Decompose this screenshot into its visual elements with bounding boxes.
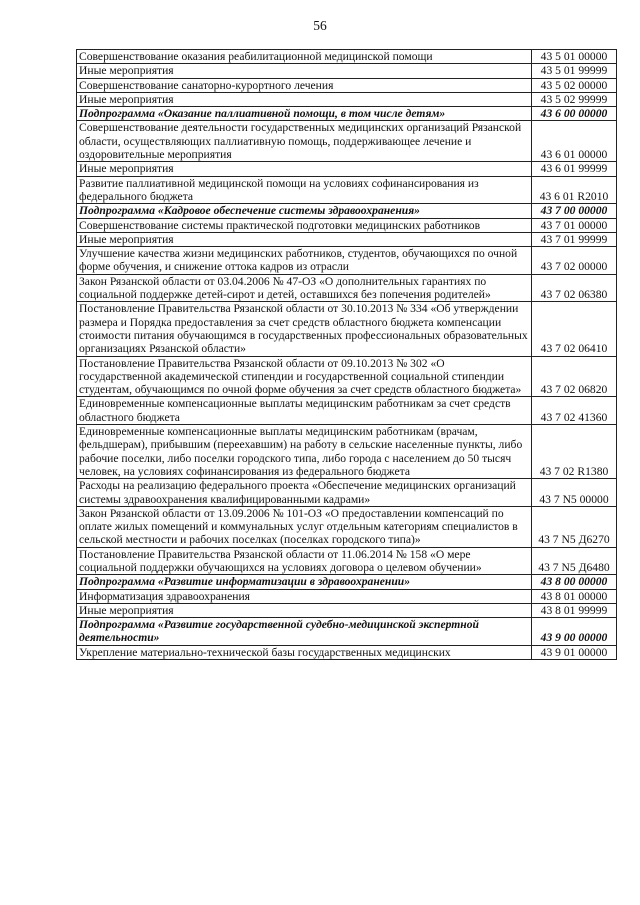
- subprogram-row: [77, 618, 617, 646]
- expense-name-cell: Подпрограмма «Развитие информатизации в здравоохранении»: [77, 575, 532, 589]
- classification-code-cell: 43 7 N5 Д6480: [532, 547, 617, 575]
- classification-code-cell: 43 6 01 00000: [532, 121, 617, 162]
- table-row: [77, 506, 617, 547]
- classification-code-cell: 43 5 02 99999: [532, 92, 617, 106]
- expense-name-cell: Улучшение качества жизни медицинских работников, студентов, обучающихся по очной форме обучения, и снижение оттока кадров из отрасли: [77, 247, 532, 275]
- table-row: [77, 397, 617, 425]
- expense-name-cell: Подпрограмма «Оказание паллиативной помощи, в том числе детям»: [77, 107, 532, 121]
- classification-code-cell: 43 7 02 00000: [532, 247, 617, 275]
- table-row: [77, 247, 617, 275]
- expense-name-cell: Единовременные компенсационные выплаты медицинским работникам (врачам, фельдшерам), прибывшим (переехавшим) на работу в сельские населенные пункты, либо рабочие поселки, либо поселки городского типа, либо города с населением до 50 тысяч человек, на условиях софинансирования из федерального бюджета: [77, 425, 532, 479]
- classification-code-cell: 43 7 01 99999: [532, 232, 617, 246]
- expense-name-cell: Совершенствование деятельности государственных медицинских организаций Рязанской области, осуществляющих паллиативную помощь, поддерживающее лечение и оздоровительные мероприятия: [77, 121, 532, 162]
- classification-code-cell: 43 6 00 00000: [532, 107, 617, 121]
- classification-code-cell: 43 8 01 00000: [532, 589, 617, 603]
- classification-code-cell: 43 8 00 00000: [532, 575, 617, 589]
- expense-name-cell: Развитие паллиативной медицинской помощи на условиях софинансирования из федерального бюджета: [77, 176, 532, 204]
- table-row: [77, 425, 617, 479]
- classification-code-cell: 43 7 00 00000: [532, 204, 617, 218]
- table-row: [77, 218, 617, 232]
- expense-name-cell: Иные мероприятия: [77, 64, 532, 78]
- classification-code-cell: 43 7 N5 00000: [532, 479, 617, 507]
- expense-name-cell: Постановление Правительства Рязанской области от 11.06.2014 № 158 «О мере социальной поддержки обучающихся на условиях договора о целевом обучении»: [77, 547, 532, 575]
- expense-name-cell: Информатизация здравоохранения: [77, 589, 532, 603]
- expense-name-cell: Совершенствование системы практической подготовки медицинских работников: [77, 218, 532, 232]
- subprogram-row: [77, 575, 617, 589]
- expense-name-cell: Иные мероприятия: [77, 603, 532, 617]
- classification-code-cell: 43 7 02 41360: [532, 397, 617, 425]
- table-row: [77, 64, 617, 78]
- expense-name-cell: Закон Рязанской области от 03.04.2006 № 47-ОЗ «О дополнительных гарантиях по социальной поддержке детей-сирот и детей, оставшихся без попечения родителей»: [77, 274, 532, 302]
- table-row: [77, 589, 617, 603]
- subprogram-row: [77, 107, 617, 121]
- classification-code-cell: 43 7 02 06820: [532, 356, 617, 397]
- classification-code-cell: 43 6 01 99999: [532, 162, 617, 176]
- expense-name-cell: Подпрограмма «Кадровое обеспечение системы здравоохранения»: [77, 204, 532, 218]
- table-row: [77, 162, 617, 176]
- expense-name-cell: Расходы на реализацию федерального проекта «Обеспечение медицинских организаций системы здравоохранения квалифицированными кадрами»: [77, 479, 532, 507]
- classification-code-cell: 43 7 01 00000: [532, 218, 617, 232]
- expense-name-cell: Иные мероприятия: [77, 162, 532, 176]
- expense-name-cell: Подпрограмма «Развитие государственной судебно-медицинской экспертной деятельности»: [77, 618, 532, 646]
- subprogram-row: [77, 204, 617, 218]
- table-row: [77, 603, 617, 617]
- expense-name-cell: Укрепление материально-технической базы государственных медицинских: [77, 645, 532, 659]
- table-row: [77, 274, 617, 302]
- expense-name-cell: Постановление Правительства Рязанской области от 09.10.2013 № 302 «О государственной академической стипендии и государственной социальной стипендии студентам, обучающимся по очной форме обучения за счет средств областного бюджета»: [77, 356, 532, 397]
- classification-code-cell: 43 9 00 00000: [532, 618, 617, 646]
- expense-name-cell: Совершенствование санаторно-курортного лечения: [77, 78, 532, 92]
- table-row: [77, 232, 617, 246]
- table-row: [77, 302, 617, 356]
- table-row: [77, 92, 617, 106]
- classification-code-cell: 43 8 01 99999: [532, 603, 617, 617]
- classification-code-cell: 43 5 01 00000: [532, 50, 617, 64]
- table-body: [77, 50, 617, 660]
- table-row: [77, 479, 617, 507]
- table-row: [77, 356, 617, 397]
- classification-code-cell: 43 7 02 06410: [532, 302, 617, 356]
- expense-name-cell: Закон Рязанской области от 13.09.2006 № 101-ОЗ «О предоставлении компенсаций по оплате жилых помещений и коммунальных услуг отдельным категориям специалистов в сельской местности и рабочих поселках (поселках городского типа)»: [77, 506, 532, 547]
- table-row: [77, 78, 617, 92]
- table-row: [77, 121, 617, 162]
- table-row: [77, 547, 617, 575]
- expense-name-cell: Единовременные компенсационные выплаты медицинским работникам за счет средств областного бюджета: [77, 397, 532, 425]
- table-row: [77, 50, 617, 64]
- classification-code-cell: 43 5 02 00000: [532, 78, 617, 92]
- classification-code-cell: 43 7 N5 Д6270: [532, 506, 617, 547]
- expense-name-cell: Иные мероприятия: [77, 232, 532, 246]
- classification-code-cell: 43 5 01 99999: [532, 64, 617, 78]
- classification-code-cell: 43 9 01 00000: [532, 645, 617, 659]
- classification-code-cell: 43 7 02 06380: [532, 274, 617, 302]
- table-row: [77, 176, 617, 204]
- classification-code-cell: 43 6 01 R2010: [532, 176, 617, 204]
- table-row: [77, 645, 617, 659]
- expense-name-cell: Иные мероприятия: [77, 92, 532, 106]
- page-number: 56: [313, 18, 327, 33]
- expense-name-cell: Постановление Правительства Рязанской области от 30.10.2013 № 334 «Об утверждении размера и Порядка предоставления за счет средств областного бюджета компенсации стоимости питания обучающимся в государственных профессиональных образовательных организациях Рязанской области»: [77, 302, 532, 356]
- expense-name-cell: Совершенствование оказания реабилитационной медицинской помощи: [77, 50, 532, 64]
- classification-code-cell: 43 7 02 R1380: [532, 425, 617, 479]
- budget-classification-table: [76, 49, 617, 660]
